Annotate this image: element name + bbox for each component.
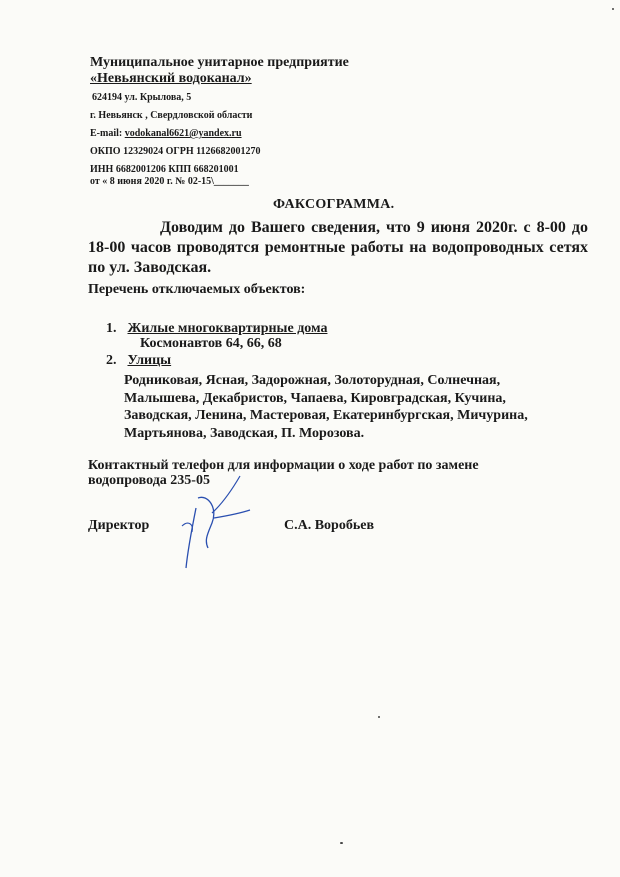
email-link[interactable]: vodokanal6621@yandex.ru (124, 128, 242, 139)
scan-speck (378, 716, 380, 718)
contact-phone: Контактный телефон для информации о ходе работ по замене водопровода 235-05 (88, 458, 479, 488)
streets-list: Родниковая, Ясная, Задорожная, Золоторудная, Солнечная, Малышева, Декабристов, Чапаева, Кировградская, Кучина, Заводская, Ленина, Мастеровая, Екатеринбургская, Мичурина, Мартьянова, Заводская, П. Морозова. (124, 373, 528, 441)
address-city: г. Невьянск , Свердловской области (90, 110, 253, 121)
document-date: от « 8 июня 2020 г. № 02-15\_______ (90, 176, 249, 187)
inn-kpp: ИНН 6682001206 КПП 668201001 (90, 164, 239, 175)
objects-list-heading: Перечень отключаемых объектов: (88, 282, 306, 297)
list-item-number: 2. (106, 353, 117, 368)
list-item (106, 353, 171, 369)
organization-title: «Невьянский водоканал» (90, 71, 252, 86)
scan-speck (340, 842, 343, 844)
houses-list: Космонавтов 64, 66, 68 (140, 336, 282, 351)
list-item-label: Жилые многоквартирные дома (127, 321, 328, 336)
signature-icon (168, 468, 258, 578)
message-text: Доводим до Вашего сведения, что 9 июня 2020г. с 8-00 до 18-00 часов проводятся ремонтные работы на водопроводных сетях по ул. Заводская. (88, 219, 588, 276)
list-item-number: 1. (106, 321, 117, 336)
address-street: 624194 ул. Крылова, 5 (92, 92, 192, 103)
email-label: E-mail: (90, 128, 125, 139)
signer-name: С.А. Воробьев (284, 518, 375, 533)
okpo-ogrn: ОКПО 12329024 ОГРН 1126682001270 (90, 146, 261, 157)
organization-name: Муниципальное унитарное предприятие (90, 55, 349, 70)
list-item-label: Улицы (127, 353, 172, 368)
document-title: ФАКСОГРАММА. (273, 197, 395, 212)
message-body (88, 218, 588, 278)
email-line (90, 128, 242, 139)
list-item (106, 321, 327, 337)
scan-speck (612, 8, 614, 10)
signer-title: Директор (88, 518, 150, 533)
